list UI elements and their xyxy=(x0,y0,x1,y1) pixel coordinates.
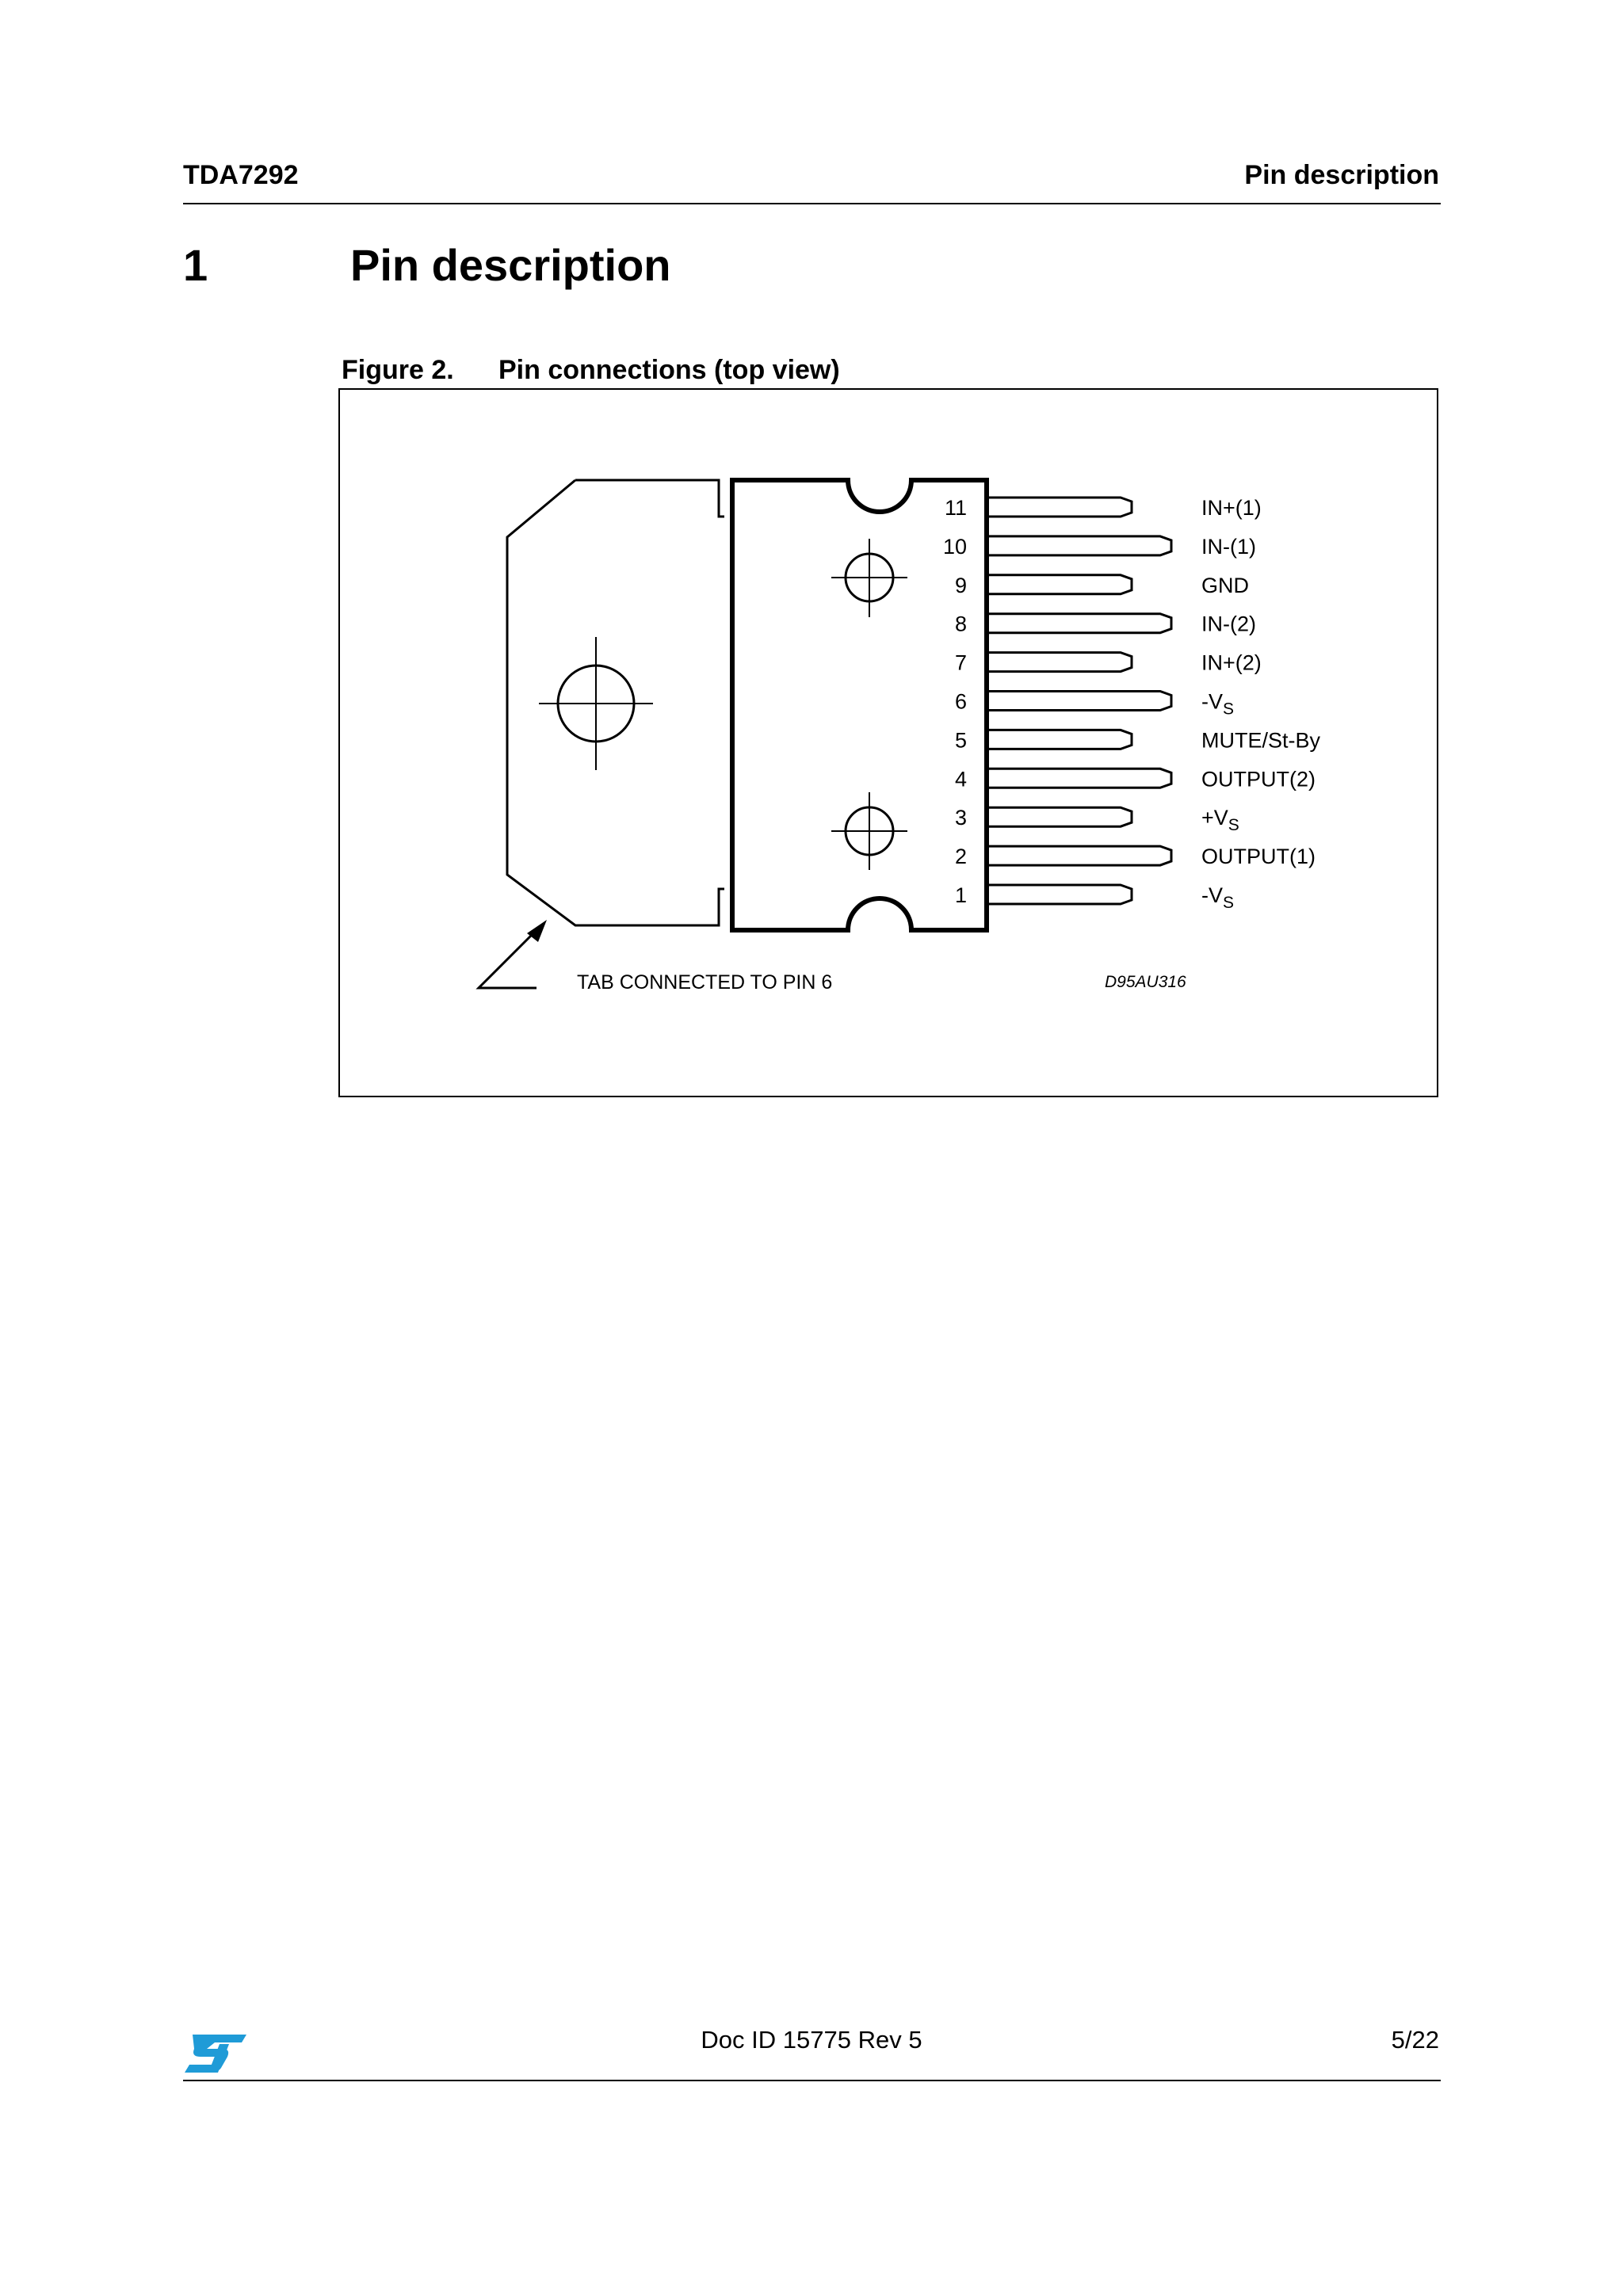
pin-name: OUTPUT(2) xyxy=(1201,767,1316,791)
pin-number: 7 xyxy=(954,650,967,675)
pin-name: $-V_S$ xyxy=(1201,883,1235,912)
figure-frame xyxy=(338,388,1438,1097)
pin-lead xyxy=(987,536,1171,555)
pin-name: OUTPUT(1) xyxy=(1201,845,1316,869)
pin-lead xyxy=(987,498,1132,517)
header-section-name: Pin description xyxy=(1244,160,1439,190)
pin-connection-diagram xyxy=(340,390,1437,1096)
drawing-code: D95AU316 xyxy=(1105,973,1186,991)
pin-name: IN+(1) xyxy=(1201,496,1262,520)
section-number: 1 xyxy=(183,240,208,290)
pin-number: 6 xyxy=(954,689,967,714)
pin-name: IN-(1) xyxy=(1201,534,1256,559)
pin-number: 9 xyxy=(954,573,967,597)
pin-number: 11 xyxy=(944,496,967,520)
pin-lead xyxy=(987,730,1132,749)
pin-lead xyxy=(987,807,1132,826)
figure-label: Figure 2. xyxy=(342,355,454,385)
pin-number: 1 xyxy=(954,883,967,907)
pin-lead xyxy=(987,614,1171,633)
header-rule xyxy=(183,203,1441,204)
header-doc-name: TDA7292 xyxy=(183,160,299,190)
pin-number: 8 xyxy=(954,612,967,636)
pin-lead xyxy=(987,885,1132,904)
figure-caption: Pin connections (top view) xyxy=(498,355,840,385)
pin-name: GND xyxy=(1201,573,1249,597)
pin-name: IN-(2) xyxy=(1201,612,1256,636)
pin-leads xyxy=(943,496,1321,912)
footer-rule xyxy=(183,2080,1441,2081)
pin-lead xyxy=(987,575,1132,594)
tab-note: TAB CONNECTED TO PIN 6 xyxy=(577,971,833,994)
footer-page-number: 5/22 xyxy=(1391,2026,1439,2054)
pin-lead xyxy=(987,846,1171,865)
pin-lead xyxy=(987,653,1132,672)
tab-arrow-icon xyxy=(479,930,537,988)
pin-number: 4 xyxy=(954,767,967,791)
pin-lead xyxy=(987,769,1171,788)
pin-name: $-V_S$ xyxy=(1201,689,1235,719)
section-title: Pin description xyxy=(350,240,671,290)
pin-number: 10 xyxy=(942,534,967,559)
pin-name: MUTE/St-By xyxy=(1201,728,1321,753)
pin-lead xyxy=(987,692,1171,711)
pin-number: 2 xyxy=(954,845,967,869)
pin-number: 3 xyxy=(954,806,967,830)
pin-name: IN+(2) xyxy=(1201,650,1262,675)
footer-doc-id: Doc ID 15775 Rev 5 xyxy=(701,2026,922,2054)
pin-number: 5 xyxy=(954,728,967,753)
pin-name: $+V_S$ xyxy=(1201,806,1239,835)
